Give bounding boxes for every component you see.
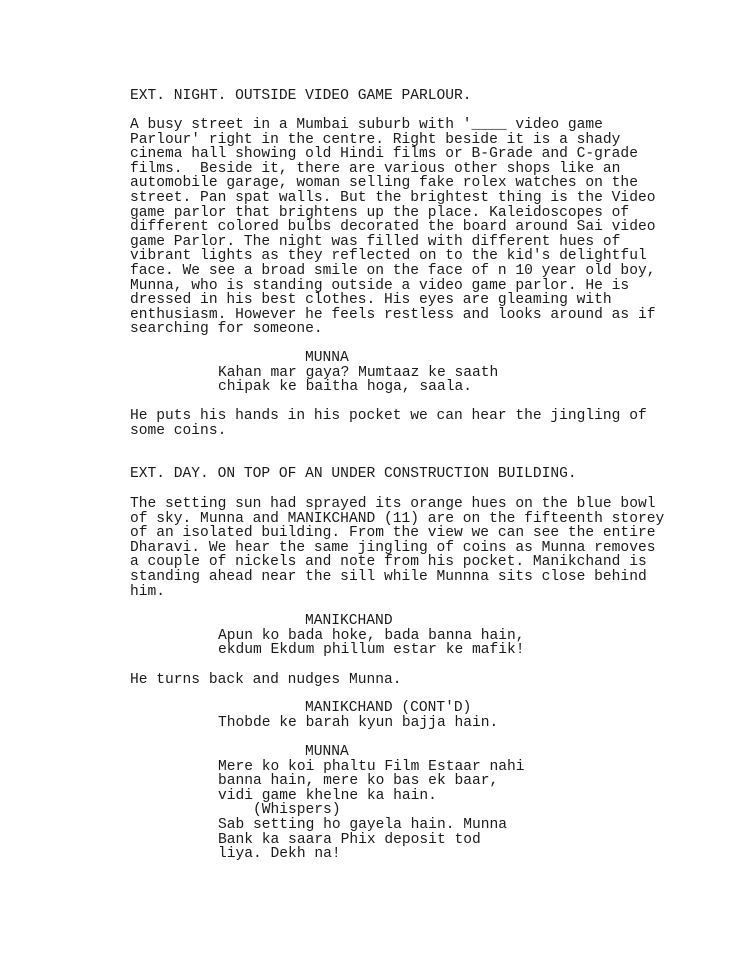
action-line: of sky. Munna and MANIKCHAND (11) are on the fifteenth storey — [130, 510, 665, 527]
character-name: MANIKCHAND — [305, 613, 393, 629]
scene-heading-1: EXT. NIGHT. OUTSIDE VIDEO GAME PARLOUR. — [130, 88, 472, 104]
action-line: game parlor that brightens up the place. Kaleidoscopes of — [130, 204, 630, 221]
action-line: A busy street in a Mumbai suburb with '____ video game — [130, 117, 603, 133]
dialogue-line: vidi game khelne ka hain. — [218, 787, 437, 804]
action-line: game Parlor. The night was filled with different hues of — [130, 233, 621, 250]
action-line: street. Pan spat walls. But the brightest thing is the Video — [130, 190, 656, 206]
action-line: face. We see a broad smile on the face of n 10 year old boy, — [130, 263, 656, 279]
scene-heading-2: EXT. DAY. ON TOP OF AN UNDER CONSTRUCTION BUILDING. — [130, 466, 577, 482]
dialogue-line: Apun ko bada hoke, bada banna hain, — [218, 627, 525, 644]
action-line: The setting sun had sprayed its orange hues on the blue bowl — [130, 496, 656, 512]
dialogue-line: Sab setting ho gayela hain. Munna — [218, 817, 508, 833]
action-line: enthusiasm. However he feels restless and looks around as if — [130, 306, 656, 323]
action-line: Dharavi. We hear the same jingling of coins as Munna removes — [130, 539, 656, 556]
dialogue-line: ekdum Ekdum phillum estar ke mafik! — [218, 642, 525, 659]
parenthetical: (Whispers) — [253, 802, 341, 819]
dialogue-line: liya. Dekh na! — [218, 846, 341, 863]
dialogue-line: Thobde ke barah kyun bajja hain. — [218, 715, 499, 731]
action-line: cinema hall showing old Hindi films or B-Grade and C-grade — [130, 146, 638, 163]
action-line: a couple of nickels and note from his pocket. Manikchand is — [130, 554, 647, 571]
action-line: searching for someone. — [130, 321, 323, 338]
dialogue-line: banna hain, mere ko bas ek baar, — [218, 773, 499, 790]
action-line: different colored bulbs decorated the board around Sai video — [130, 219, 656, 236]
dialogue-line: Kahan mar gaya? Mumtaaz ke saath — [218, 364, 499, 381]
action-line: some coins. — [130, 422, 227, 439]
dialogue-line: chipak ke baitha hoga, saala. — [218, 379, 472, 396]
dialogue-line: Mere ko koi phaltu Film Estaar nahi — [218, 758, 525, 775]
character-name: MUNNA — [305, 350, 349, 366]
action-line: Parlour' right in the centre. Right beside it is a shady — [130, 131, 621, 148]
action-line: of an isolated building. From the view we can see the entire — [130, 525, 656, 542]
action-line: He puts his hands in his pocket we can hear the jingling of — [130, 408, 647, 424]
action-line: vibrant lights as they reflected on to the kid's delightful — [130, 248, 647, 265]
action-line: him. — [130, 583, 166, 600]
action-line: Munna, who is standing outside a video game parlor. He is — [130, 277, 630, 294]
action-line: dressed in his best clothes. His eyes are gleaming with — [130, 292, 612, 309]
action-line: automobile garage, woman selling fake rolex watches on the — [130, 175, 638, 192]
dialogue-line: Bank ka saara Phix deposit tod — [218, 831, 481, 848]
character-name: MUNNA — [305, 744, 349, 760]
action-line: films. Beside it, there are various other shops like an — [130, 160, 621, 177]
action-line: He turns back and nudges Munna. — [130, 672, 402, 688]
character-name: MANIKCHAND (CONT'D) — [305, 700, 472, 716]
action-line: standing ahead near the sill while Munnna sits close behind — [130, 569, 647, 585]
